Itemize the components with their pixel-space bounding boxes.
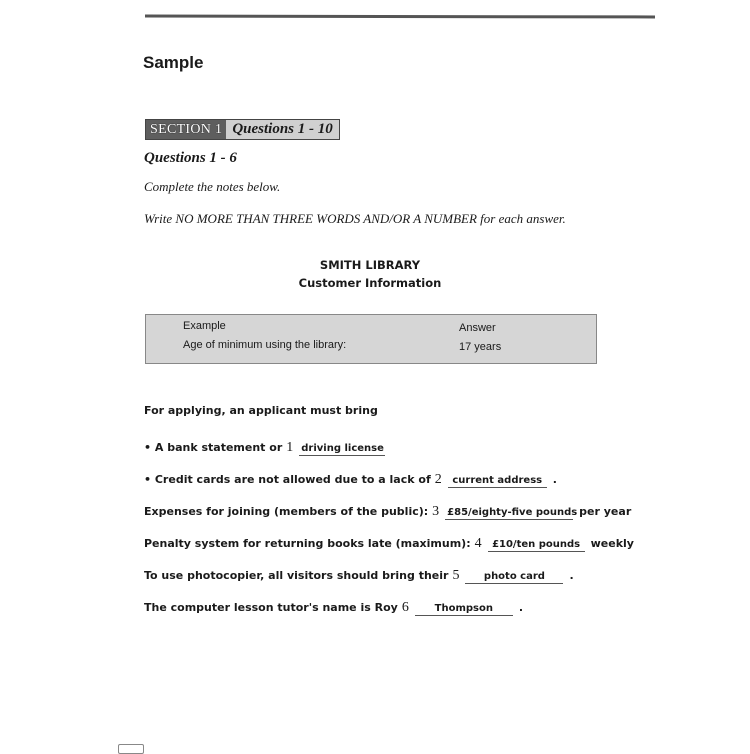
question-text: Penalty system for returning books late (maximum): xyxy=(144,537,471,550)
question-suffix: per year xyxy=(579,505,632,518)
question-suffix: . xyxy=(569,569,574,582)
example-answer: 17 years xyxy=(459,341,502,353)
question-number: 6 xyxy=(401,600,409,615)
answer-field[interactable]: driving license xyxy=(301,443,384,454)
page-corner-mark xyxy=(118,744,144,754)
notes-subtitle: Customer Information xyxy=(298,276,442,290)
answer-field[interactable]: current address xyxy=(448,475,547,488)
question-number: 4 xyxy=(474,536,482,551)
instruction-1: Complete the notes below. xyxy=(144,179,281,194)
question-row-6 xyxy=(144,600,523,616)
answer-field[interactable]: £10/ten pounds xyxy=(488,539,585,552)
question-number: 1 xyxy=(286,440,294,455)
answer-field[interactable]: Thompson xyxy=(415,603,513,616)
example-question: Age of minimum using the library: xyxy=(183,339,347,351)
question-text: • Credit cards are not allowed due to a lack of xyxy=(144,473,431,486)
question-number: 2 xyxy=(434,472,442,487)
example-label: Example xyxy=(183,320,226,332)
question-number: 5 xyxy=(452,568,460,583)
question-row-5 xyxy=(144,568,574,584)
question-text: To use photocopier, all visitors should bring their xyxy=(144,569,449,582)
answer-label: Answer xyxy=(459,322,496,334)
question-row-2 xyxy=(144,472,557,488)
section-header xyxy=(145,119,340,140)
answer-field[interactable]: £85/eighty-five pounds xyxy=(447,507,578,518)
question-row-3 xyxy=(144,504,631,520)
question-number: 3 xyxy=(432,504,440,519)
section-label: SECTION 1 xyxy=(146,120,226,139)
question-text: • A bank statement or xyxy=(144,441,283,454)
question-text: Expenses for joining (members of the public): xyxy=(144,505,429,518)
question-suffix: . xyxy=(518,601,523,614)
section-questions: Questions 1 - 10 xyxy=(226,120,338,139)
page-label: Sample xyxy=(143,53,204,72)
notes-intro xyxy=(144,404,378,417)
intro-text: For applying, an applicant must bring xyxy=(144,404,378,417)
subheading: Questions 1 - 6 xyxy=(144,150,237,166)
question-text: The computer lesson tutor's name is Roy xyxy=(144,601,398,614)
question-suffix: . xyxy=(552,473,557,486)
notes-title: SMITH LIBRARY xyxy=(319,258,421,272)
answer-field[interactable]: photo card xyxy=(465,571,563,584)
instruction-2: Write NO MORE THAN THREE WORDS AND/OR A NUMBER for each answer. xyxy=(144,211,566,226)
example-box xyxy=(145,314,597,364)
question-suffix: weekly xyxy=(590,537,634,550)
question-row-1 xyxy=(144,440,385,456)
top-rule xyxy=(145,15,655,19)
question-row-4 xyxy=(144,536,634,552)
